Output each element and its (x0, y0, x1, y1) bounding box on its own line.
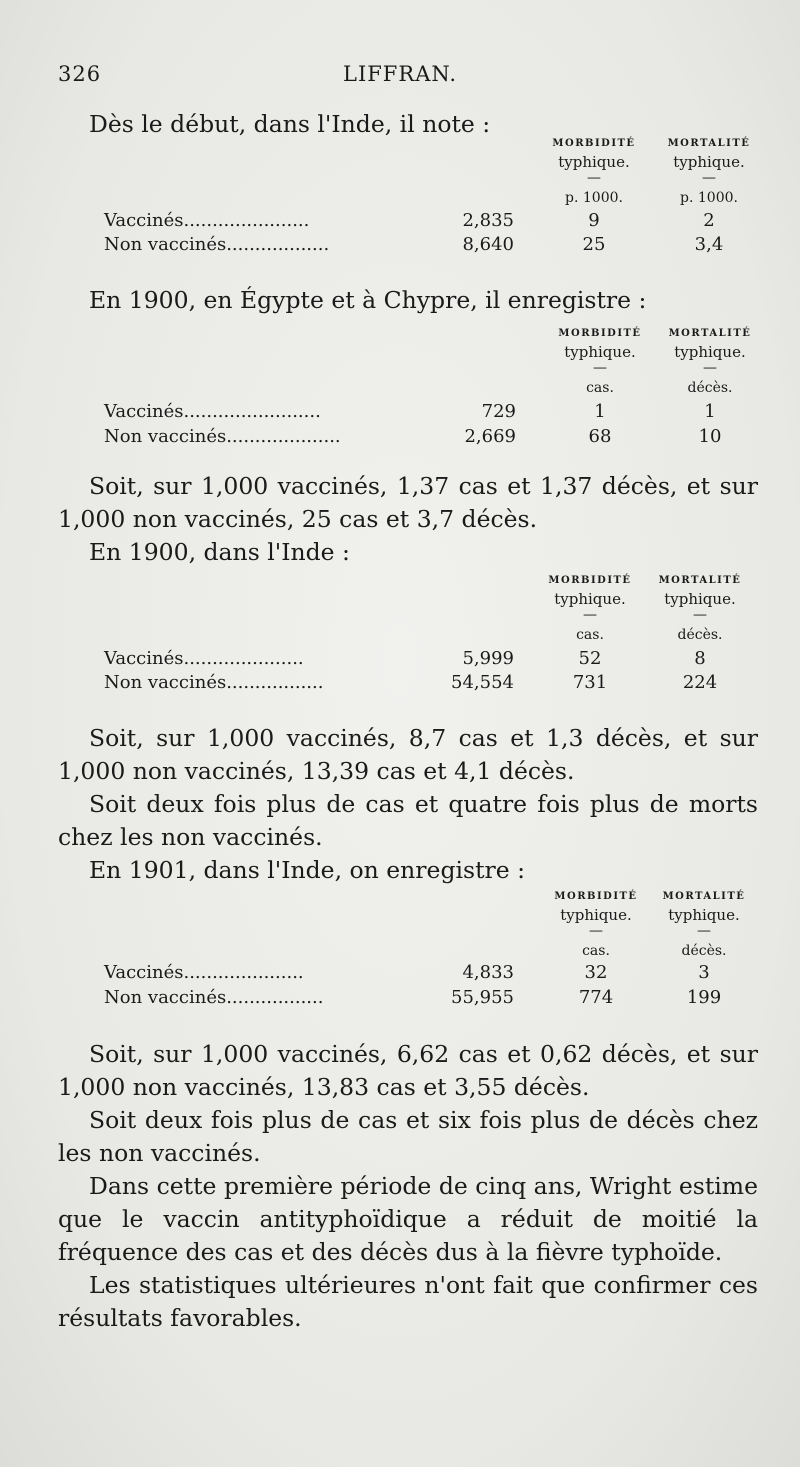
paragraph-11: Les statistiques ultérieures n'ont fait que confirmer ces résultats favorables. (58, 1271, 758, 1332)
morbidity-column-head: MORBIDITÉ typhique. — cas. (548, 575, 632, 643)
page-number: 326 (58, 62, 102, 86)
paragraph-5: Soit, sur 1,000 vaccinés, 8,7 cas et 1,3 décès, et sur 1,000 non vaccinés, 13,39 cas et 4,1 décès. (58, 724, 758, 785)
mortality-column-head: MORTALITÉ typhique. — décès. (662, 891, 746, 959)
table-row: Vaccinés........................ 729 1 1 (104, 401, 716, 422)
page-header (58, 62, 758, 92)
table-row: Vaccinés..................... 5,999 52 8 (104, 648, 706, 669)
table-row: Vaccinés..................... 4,833 32 3 (104, 962, 710, 983)
table-row: Non vaccinés................. 55,955 774 199 (104, 987, 722, 1008)
table-row: Vaccinés...................... 2,835 9 2 (104, 210, 715, 231)
paragraph-3: Soit, sur 1,000 vaccinés, 1,37 cas et 1,37 décès, et sur 1,000 non vaccinés, 25 cas et 3,7 décès. (58, 472, 758, 533)
morbidity-column-head: MORBIDITÉ typhique. — cas. (554, 891, 638, 959)
paragraph-2: En 1900, en Égypte et à Chypre, il enregistre : (89, 286, 647, 314)
table-row: Non vaccinés.................. 8,640 25 3,4 (104, 234, 724, 255)
paragraph-4: En 1900, dans l'Inde : (89, 538, 350, 566)
table-row: Non vaccinés.................... 2,669 68 10 (104, 426, 722, 447)
paragraph-6: Soit deux fois plus de cas et quatre fois plus de morts chez les non vaccinés. (58, 790, 758, 851)
paragraph-7: En 1901, dans l'Inde, on enregistre : (89, 856, 526, 884)
paragraph-9: Soit deux fois plus de cas et six fois plus de décès chez les non vaccinés. (58, 1106, 758, 1167)
mortality-column-head: MORTALITÉ typhique. — décès. (658, 575, 742, 643)
mortality-column-head: MORTALITÉ typhique. — décès. (668, 328, 752, 396)
morbidity-column-head: MORBIDITÉ typhique. — cas. (558, 328, 642, 396)
morbidity-column-head: MORBIDITÉ typhique. — p. 1000. (552, 138, 636, 206)
paragraph-8: Soit, sur 1,000 vaccinés, 6,62 cas et 0,62 décès, et sur 1,000 non vaccinés, 13,83 cas et 3,55 décès. (58, 1040, 758, 1101)
mortality-column-head: MORTALITÉ typhique. — p. 1000. (667, 138, 751, 206)
paragraph-10: Dans cette première période de cinq ans, Wright estime que le vaccin antityphoïdique a réduit de moitié la fréquence des cas et des décès dus à la fièvre typhoïde. (58, 1172, 758, 1266)
paragraph-1: Dès le début, dans l'Inde, il note : (89, 110, 491, 138)
table-row: Non vaccinés................. 54,554 731 224 (104, 672, 718, 693)
running-title: LIFFRAN. (343, 62, 458, 86)
